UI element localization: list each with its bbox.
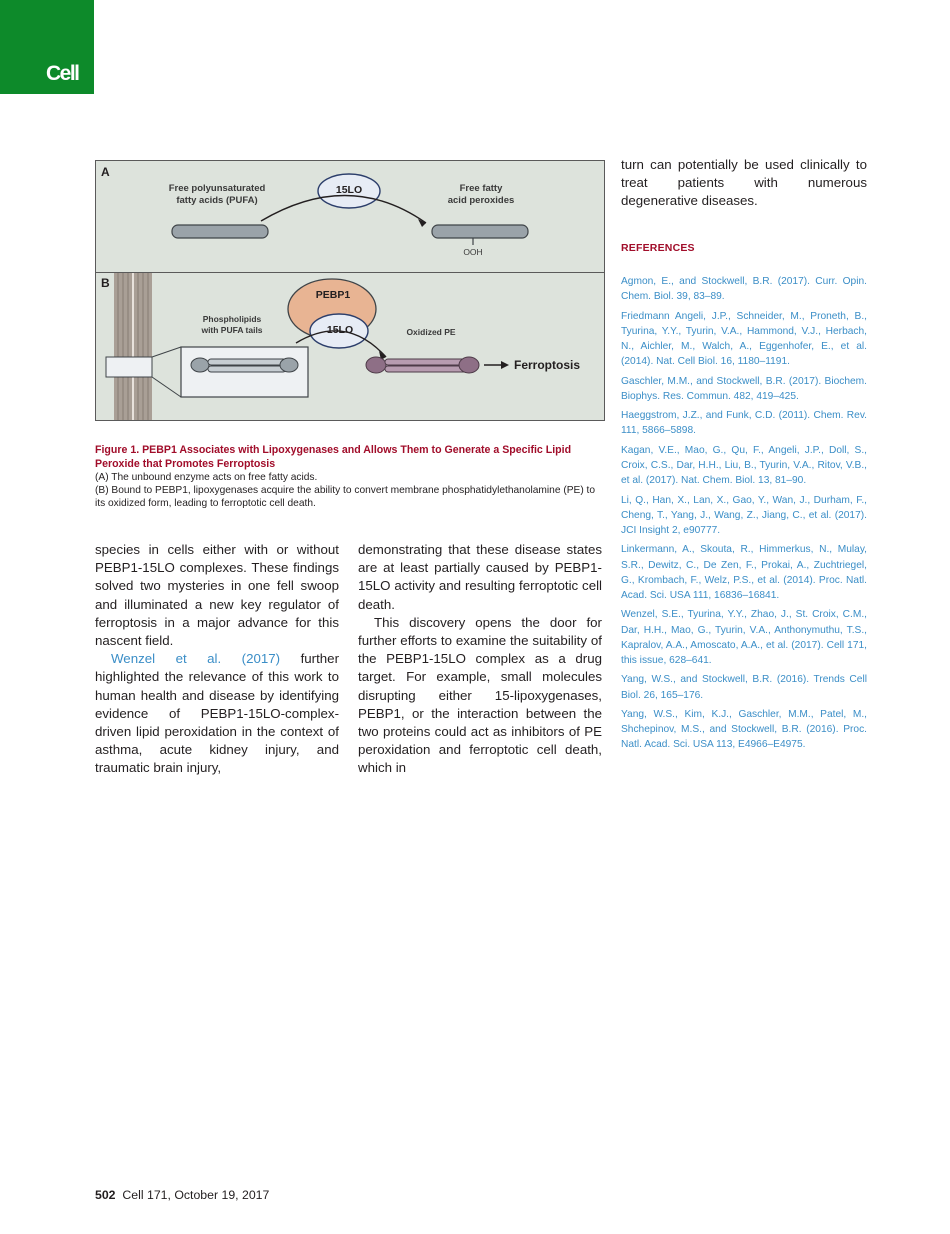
reference-item[interactable]: Li, Q., Han, X., Lan, X., Gao, Y., Wan, J., Durham, F., Cheng, T., Yang, J., Wang, Z., Jiang, C., et al. (2017). JCI Insight 2, e90777. [621, 494, 867, 536]
figure-panel-b [96, 273, 604, 420]
body-column-1 [95, 541, 339, 778]
journal-logo [0, 0, 94, 94]
reference-item[interactable]: Gaschler, M.M., and Stockwell, B.R. (2017). Biochem. Biophys. Res. Commun. 482, 419–425. [621, 375, 867, 402]
caption-line-a: (A) The unbound enzyme acts on free fatty acids. [95, 472, 318, 483]
page-number: 502 [95, 1188, 116, 1202]
reference-item[interactable]: Agmon, E., and Stockwell, B.R. (2017). Curr. Opin. Chem. Biol. 39, 83–89. [621, 276, 867, 303]
paragraph: demonstrating that these disease states are at least partially caused by PEBP1-15LO activity and resulting ferroptotic cell death. [358, 542, 602, 612]
label-peroxides [416, 183, 546, 207]
body-column-3 [621, 156, 867, 211]
references-list [621, 274, 867, 757]
reference-item[interactable]: Haeggstrom, J.Z., and Funk, C.D. (2011). Chem. Rev. 111, 5866–5898. [621, 410, 867, 437]
reference-item[interactable]: Kagan, V.E., Mao, G., Qu, F., Angeli, J.P., Doll, S., Croix, C.S., Dar, H.H., Liu, B., Tyurin, V.A., Ritov, V.B., et al. (2017). Nat. Chem. Biol. 13, 81–90. [621, 444, 867, 487]
paragraph: species in cells either with or without PEBP1-15LO complexes. These findings solved two mysteries in one fell swoop and illuminated a new key regulator of ferroptosis in a major advance for this nascent field. [95, 542, 339, 649]
reference-item[interactable]: Yang, W.S., and Stockwell, B.R. (2016). Trends Cell Biol. 26, 165–176. [621, 674, 867, 701]
arrowhead-icon [501, 361, 509, 369]
figure-1 [95, 160, 605, 421]
figure-caption [95, 443, 605, 510]
reference-item[interactable]: Friedmann Angeli, J.P., Schneider, M., Proneth, B., Tyurina, Y.Y., Tyurin, V.A., Hammond, V.J., Herbach, N., Aichler, M., Walch, A., Eggenhofer, E., et al. (2014). Nat. Cell Biol. 16, 1180–1191. [621, 310, 867, 368]
panel-letter-a: A [101, 165, 110, 179]
label-phospholipids-line2: with PUFA tails [201, 325, 263, 335]
references-heading: REFERENCES [621, 242, 695, 254]
journal-citation: Cell 171, October 19, 2017 [122, 1188, 270, 1202]
caption-title: Figure 1. PEBP1 Associates with Lipoxygenases and Allows Them to Generate a Specific Lipid Peroxide that Promotes Ferroptosis [95, 444, 572, 470]
citation-link[interactable]: Wenzel et al. (2017) [111, 651, 281, 667]
pebp1-label: PEBP1 [315, 289, 351, 301]
paragraph: turn can potentially be used clinically to treat patients with numerous degenerative diseases. [621, 157, 867, 209]
peroxide-chain-icon [432, 225, 528, 238]
logo-text: Cell [46, 62, 79, 85]
reference-item[interactable]: Wenzel, S.E., Tyurina, Y.Y., Zhao, J., St. Croix, C.M., Dar, H.H., Mao, G., Tyurin, V.A., Anthonymuthu, T.S., Kapralov, A.A., Amoscato, A.A., et al. (2017). Cell 171, this issue, 628–641. [621, 609, 867, 666]
label-pufa-line1: Free polyunsaturated [168, 183, 266, 194]
reference-item[interactable]: Yang, W.S., Kim, K.J., Gaschler, M.M., Patel, M., Shchepinov, M.S., and Stockwell, B.R. (2016). Proc. Natl. Acad. Sci. USA 113, E4966–E4975. [621, 708, 867, 751]
paragraph [95, 650, 339, 777]
paragraph-text: further highlighted the relevance of this work to human health and disease by identifying evidence of PEBP1-15LO-complex-driven lipid peroxidation in the context of asthma, acute kidney injury, and traumatic brain injury, [95, 651, 339, 776]
paragraph: This discovery opens the door for further efforts to examine the suitability of the PEBP1-15LO complex as a drug target. For example, small molecules disrupting either 15-lipoxygenases, PEBP1, or the interaction between the two proteins could act as inhibitors of PE peroxidation and ferroptotic cell death, which in [358, 614, 602, 776]
figure-panel-a [96, 161, 604, 273]
pufa-chain-icon [172, 225, 268, 238]
body-column-2 [358, 541, 602, 778]
label-pufa-line2: fatty acids (PUFA) [176, 195, 258, 206]
reference-item[interactable]: Linkermann, A., Skouta, R., Himmerkus, N., Mulay, S.R., Dewitz, C., De Zen, F., Prokai, A., Zuchtriegel, G., Krombach, F., Welz, P.S., et al. (2014). Proc. Natl. Acad. Sci. USA 111, 16836–16841. [621, 544, 867, 601]
label-oxidized-pe: Oxidized PE [406, 327, 456, 337]
label-pufa [152, 183, 282, 207]
panel-a-illustration [96, 161, 604, 272]
label-peroxides-line1: Free fatty [459, 183, 503, 194]
page-footer [95, 1188, 269, 1202]
ooh-label: OOH [463, 247, 483, 257]
label-phospholipids-line1: Phospholipids [202, 314, 262, 324]
label-phospholipids [192, 314, 272, 336]
enzyme-label-b: 15LO [326, 324, 354, 336]
label-ferroptosis: Ferroptosis [514, 358, 581, 372]
enzyme-label-a: 15LO [335, 184, 363, 196]
caption-line-b: (B) Bound to PEBP1, lipoxygenases acquire the ability to convert membrane phosphatidylethanolamine (PE) to its oxidized form, leading to ferroptotic cell death. [95, 485, 596, 509]
label-peroxides-line2: acid peroxides [447, 195, 515, 206]
panel-letter-b: B [101, 276, 110, 290]
